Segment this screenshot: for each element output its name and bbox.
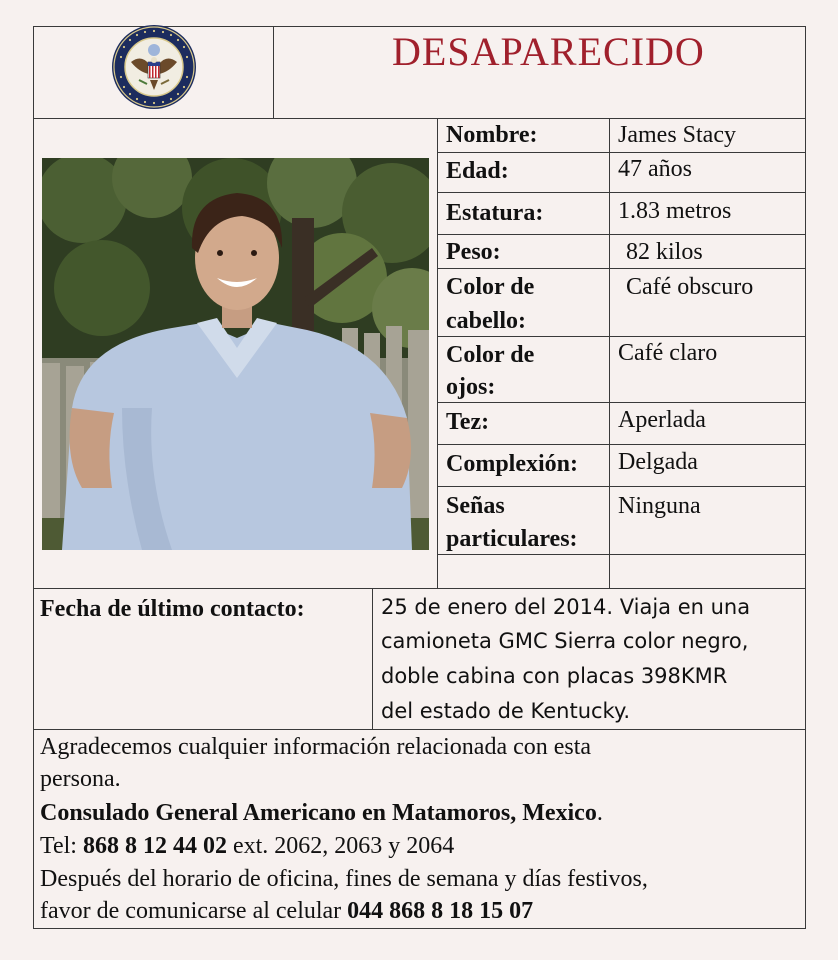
label-complexion: Complexión:: [446, 451, 578, 477]
header-divider: [273, 26, 274, 118]
value-nombre: James Stacy: [618, 122, 736, 148]
value-estatura: 1.83 metros: [618, 198, 732, 224]
missing-person-photo: [42, 158, 429, 550]
contact-divider: [372, 588, 373, 729]
thanks-line-2: persona.: [40, 766, 121, 792]
border-left: [33, 26, 34, 929]
label-nombre: Nombre:: [446, 122, 538, 148]
consulate-line: [40, 797, 603, 829]
label-peso: Peso:: [446, 239, 501, 265]
value-complexion: Delgada: [618, 449, 698, 475]
cell-line: [40, 895, 533, 927]
value-edad: 47 años: [618, 156, 692, 182]
page-title: DESAPARECIDO: [392, 29, 705, 74]
row-line: [437, 486, 805, 487]
label-color-cabello-2: cabello:: [446, 308, 526, 334]
cell-number: 044 868 8 18 15 07: [347, 898, 534, 924]
label-senas-2: particulares:: [446, 526, 578, 552]
border-bottom: [33, 928, 806, 929]
tel-line: [40, 830, 454, 862]
border-right: [805, 26, 806, 929]
value-tez: Aperlada: [618, 407, 706, 433]
info-label-col-left: [437, 118, 438, 588]
contact-line: doble cabina con placas 398KMR: [381, 664, 728, 688]
value-peso: 82 kilos: [626, 239, 703, 265]
info-value-col-left: [609, 118, 610, 588]
contact-line: 25 de enero del 2014. Viaja en una: [381, 595, 751, 619]
department-of-state-seal: [111, 24, 197, 110]
label-tez: Tez:: [446, 409, 490, 435]
value-color-ojos: Café claro: [618, 340, 718, 366]
label-color-cabello-1: Color de: [446, 274, 535, 300]
info-bottom: [33, 588, 806, 589]
contact-line: camioneta GMC Sierra color negro,: [381, 629, 749, 653]
value-color-cabello: Café obscuro: [626, 274, 754, 300]
contact-bottom: [33, 729, 806, 730]
label-estatura: Estatura:: [446, 200, 544, 226]
label-edad: Edad:: [446, 158, 509, 184]
row-line: [437, 192, 805, 193]
label-color-ojos-2: ojos:: [446, 374, 496, 400]
tel-number: 868 8 12 44 02: [82, 833, 227, 859]
after-hours-line: Después del horario de oficina, fines de semana y días festivos,: [40, 866, 648, 892]
value-senas: Ninguna: [618, 493, 701, 519]
contact-line: del estado de Kentucky.: [381, 699, 631, 723]
consulate-period: .: [596, 800, 603, 826]
cell-prefix: favor de comunicarse al celular: [40, 898, 348, 924]
consulate-name: Consulado General Americano en Matamoros, Mexico: [40, 800, 597, 826]
tel-prefix: Tel:: [40, 833, 83, 859]
thanks-line-1: Agradecemos cualquier información relacionada con esta: [40, 734, 592, 760]
label-color-ojos-1: Color de: [446, 342, 535, 368]
label-senas-1: Señas: [446, 493, 505, 519]
contact-label: Fecha de último contacto:: [40, 596, 305, 622]
tel-ext: ext. 2062, 2063 y 2064: [226, 833, 455, 859]
